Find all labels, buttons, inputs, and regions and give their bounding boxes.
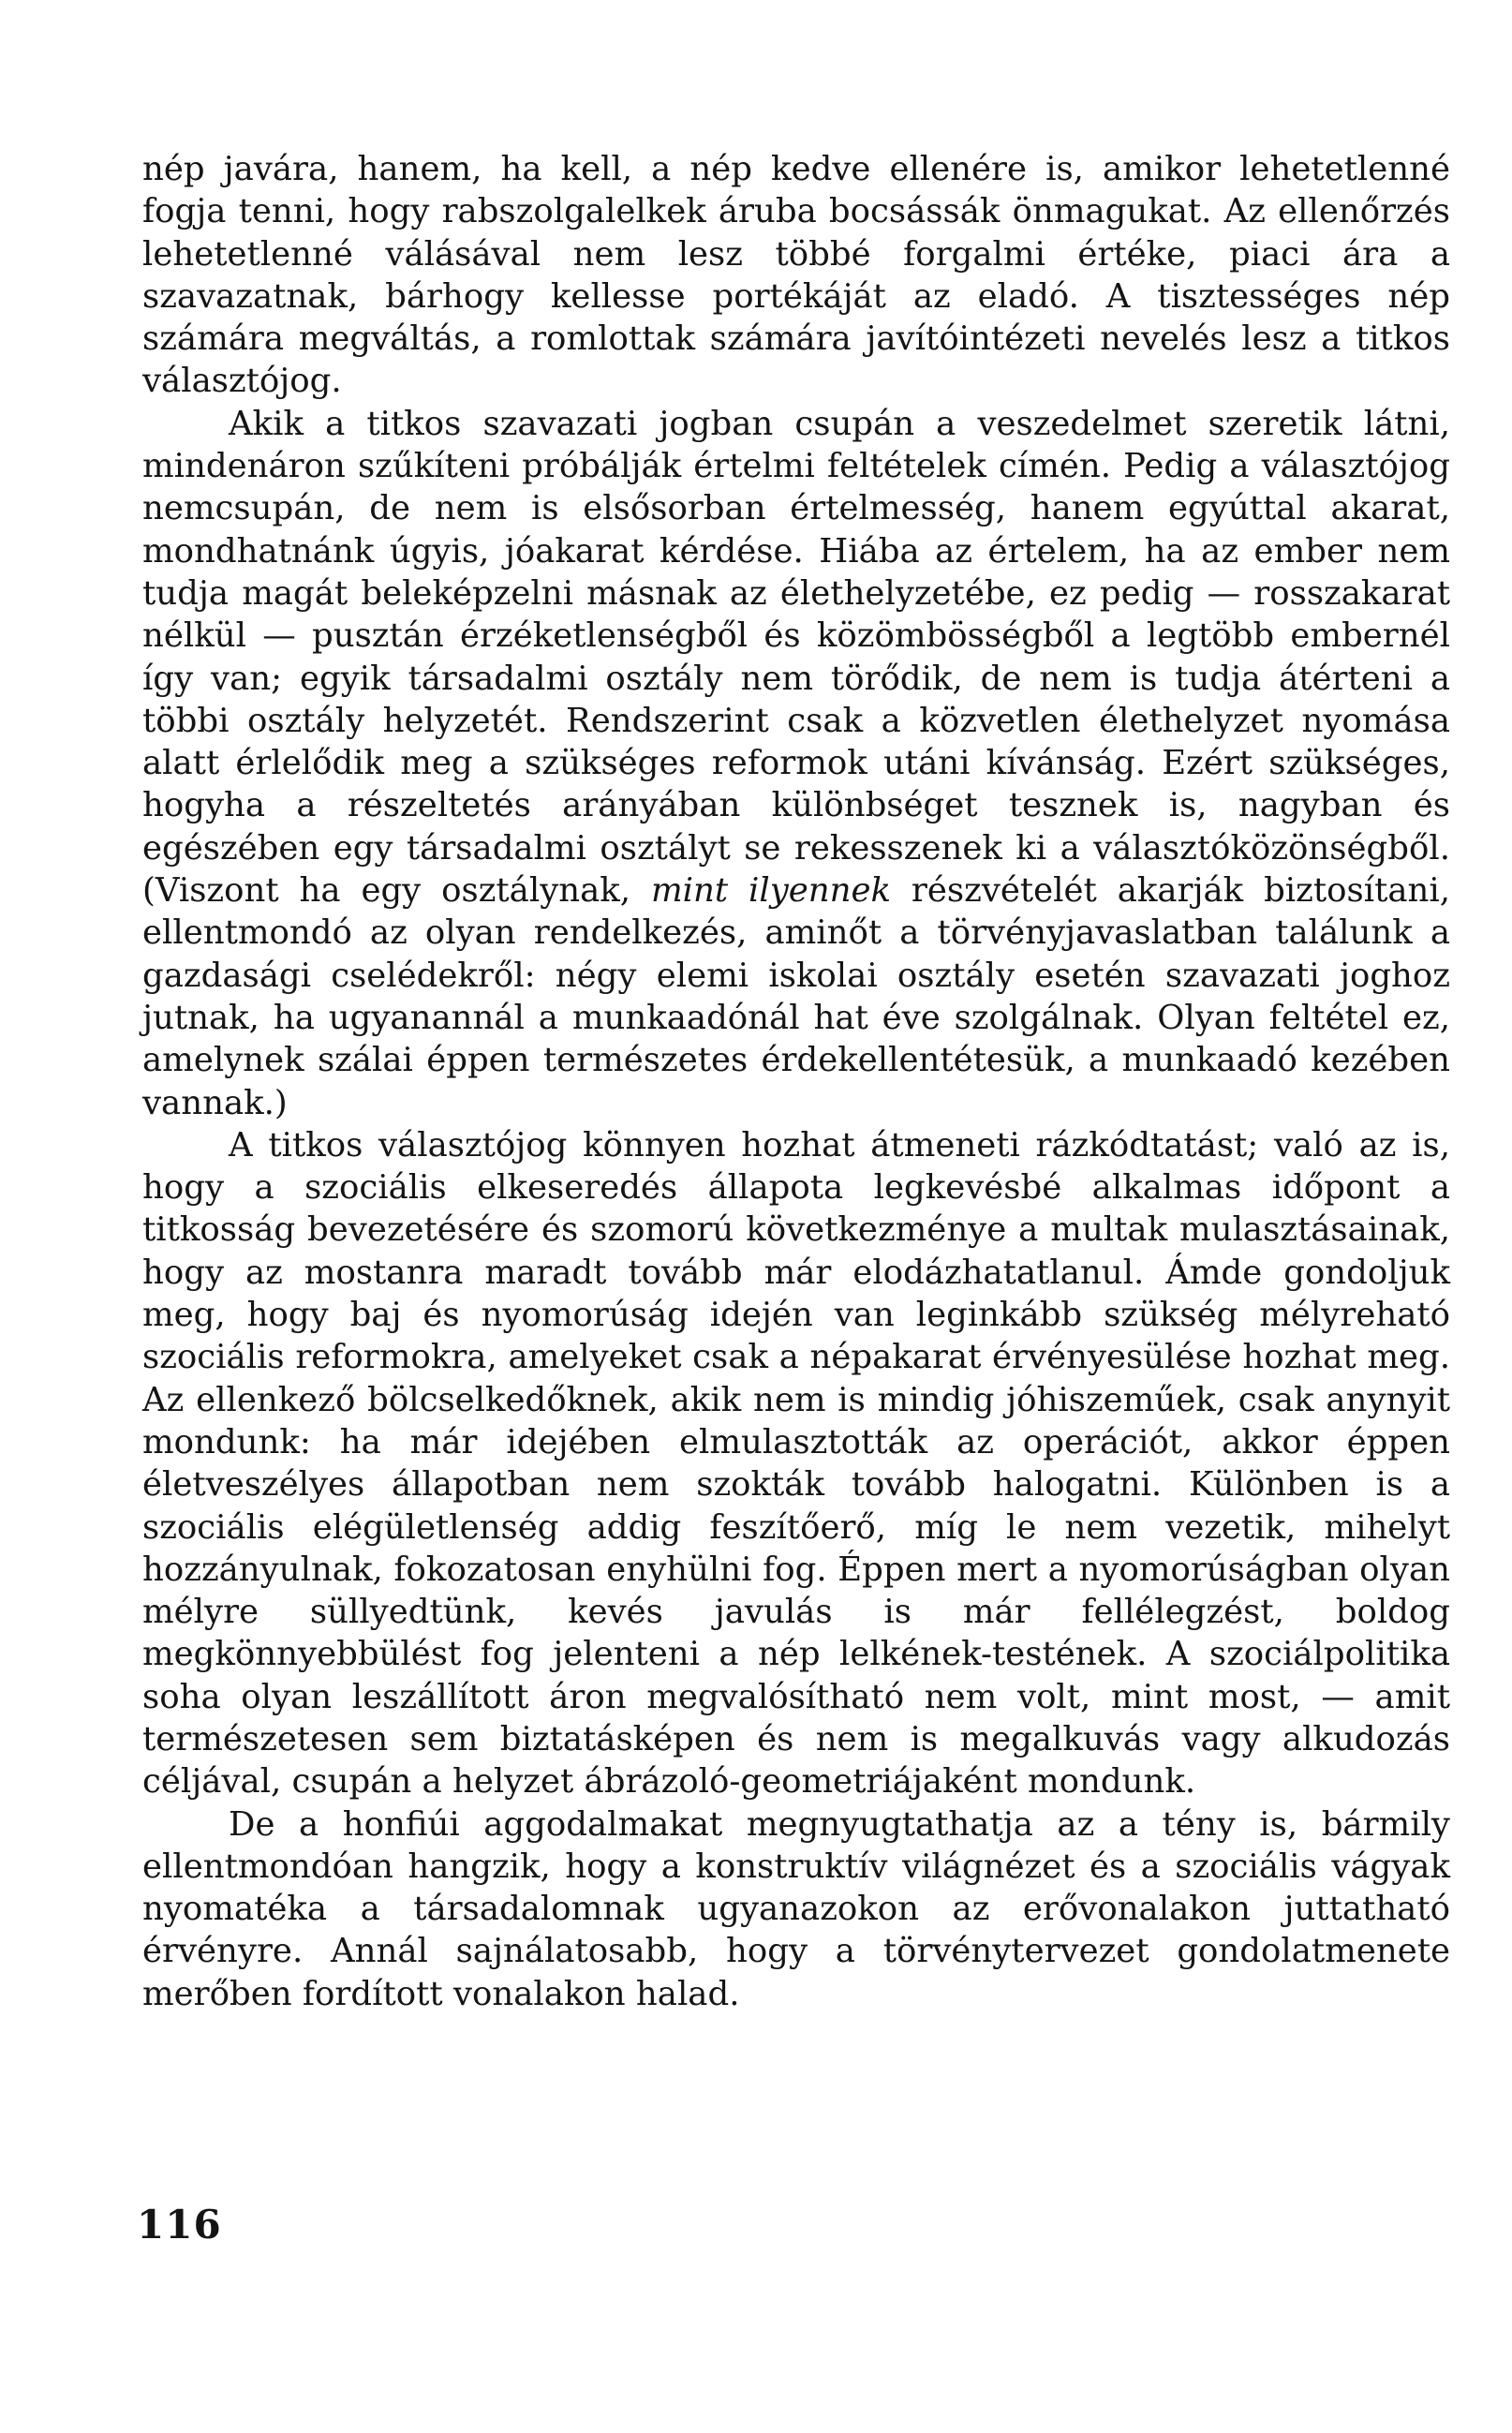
paragraph-4 (142, 1803, 1450, 2015)
paragraph-1 (142, 148, 1450, 403)
paragraph-4-text: De a honfiúi aggodalmakat megnyugtathatja az a tény is, bármily ellentmondóan hangzik, hogy a konstruktív világnézet és a szociális vágyak nyomatéka a társadalomnak ugyanazokon az erővonalakon juttatható érvényre. Annál sajnálatosabb, hogy a törvénytervezet gondolatmenete merőben fordított vonalakon halad. (142, 1804, 1450, 2013)
paragraph-3-text: A titkos választójog könnyen hozhat átmeneti rázkódtatást; való az is, hogy a szociális elkeseredés állapota legkevésbé alkalmas időpont a titkosság bevezetésére és szomorú következménye a multak mulasztásainak, hogy az mostanra maradt tovább már elodázhatatlanul. Ámde gondoljuk meg, hogy baj és nyomorúság idején van leginkább szükség mélyreható szociális reformokra, amelyeket csak a népakarat érvényesülése hozhat meg. Az ellenkező bölcselkedőknek, akik nem is mindig jóhiszeműek, csak anynyit mondunk: ha már idejében elmulasztották az operációt, akkor éppen életveszélyes állapotban nem szokták tovább halogatni. Különben is a szociális elégületlenség addig feszítőerő, míg le nem vezetik, mihelyt hozzányulnak, fokozatosan enyhülni fog. Éppen mert a nyomorúságban olyan mélyre süllyedtünk, kevés javulás is már fellélegzést, boldog megkönnyebbülést fog jelenteni a nép lelkének-testének. A szociálpolitika soha olyan leszállított áron megvalósítható nem volt, mint most, — amit természetesen sem biztatásképen és nem is megalkuvás vagy alkudozás céljával, csupán a helyzet ábrázoló-geometriájaként mondunk. (142, 1125, 1450, 1802)
paragraph-2 (142, 403, 1450, 1124)
italic-phrase: mint ilyennek (650, 871, 892, 911)
paragraph-1-text: nép javára, hanem, ha kell, a nép kedve ellenére is, amikor lehetetlenné fogja tenni, hogy rabszolgalelkek áruba bocsássák önmagukat. Az ellenőrzés lehetetlenné válásával nem lesz többé forgalmi értéke, piaci ára a szavazatnak, bárhogy kellesse portékáját az eladó. A tisztességes nép számára megváltás, a romlottak számára javítóintézeti nevelés lesz a titkos választójog. (142, 150, 1450, 401)
paragraph-2-text-b: részvételét akarják biztosítani, ellentmondó az olyan rendelkezés, aminőt a törvényjavaslatban találunk a gazdasági cselédekről: négy elemi iskolai osztály esetén szavazati joghoz jutnak, ha ugyanannál a munkaadónál hat éve szolgálnak. Olyan feltétel ez, amelynek szálai éppen természetes érdekellentétesük, a munkaadó kezében vannak.) (142, 871, 1451, 1122)
paragraph-3 (142, 1124, 1450, 1803)
paragraph-2-text-a: Akik a titkos szavazati jogban csupán a veszedelmet szeretik látni, mindenáron szűkíteni próbálják értelmi feltételek címén. Pedig a választójog nemcsupán, de nem is elsősorban értelmesség, hanem egyúttal akarat, mondhatnánk úgyis, jóakarat kérdése. Hiába az értelem, ha az ember nem tudja magát beleképzelni másnak az élethelyzetébe, ez pedig — rosszakarat nélkül — pusztán érzéketlenségből és közömbösségből a legtöbb embernél így van; egyik társadalmi osztály nem törődik, de nem is tudja átérteni a többi osztály helyzetét. Rendszerint csak a közvetlen élethelyzet nyomása alatt érlelődik meg a szükséges reformok utáni kívánság. Ezért szükséges, hogyha a részeltetés arányában különbséget tesznek is, nagyban és egészében egy társadalmi osztályt se rekesszenek ki a választóközönségből. (Viszont ha egy osztálynak, (142, 404, 1450, 911)
page-number: 116 (137, 2202, 222, 2248)
body-text (142, 148, 1450, 2015)
